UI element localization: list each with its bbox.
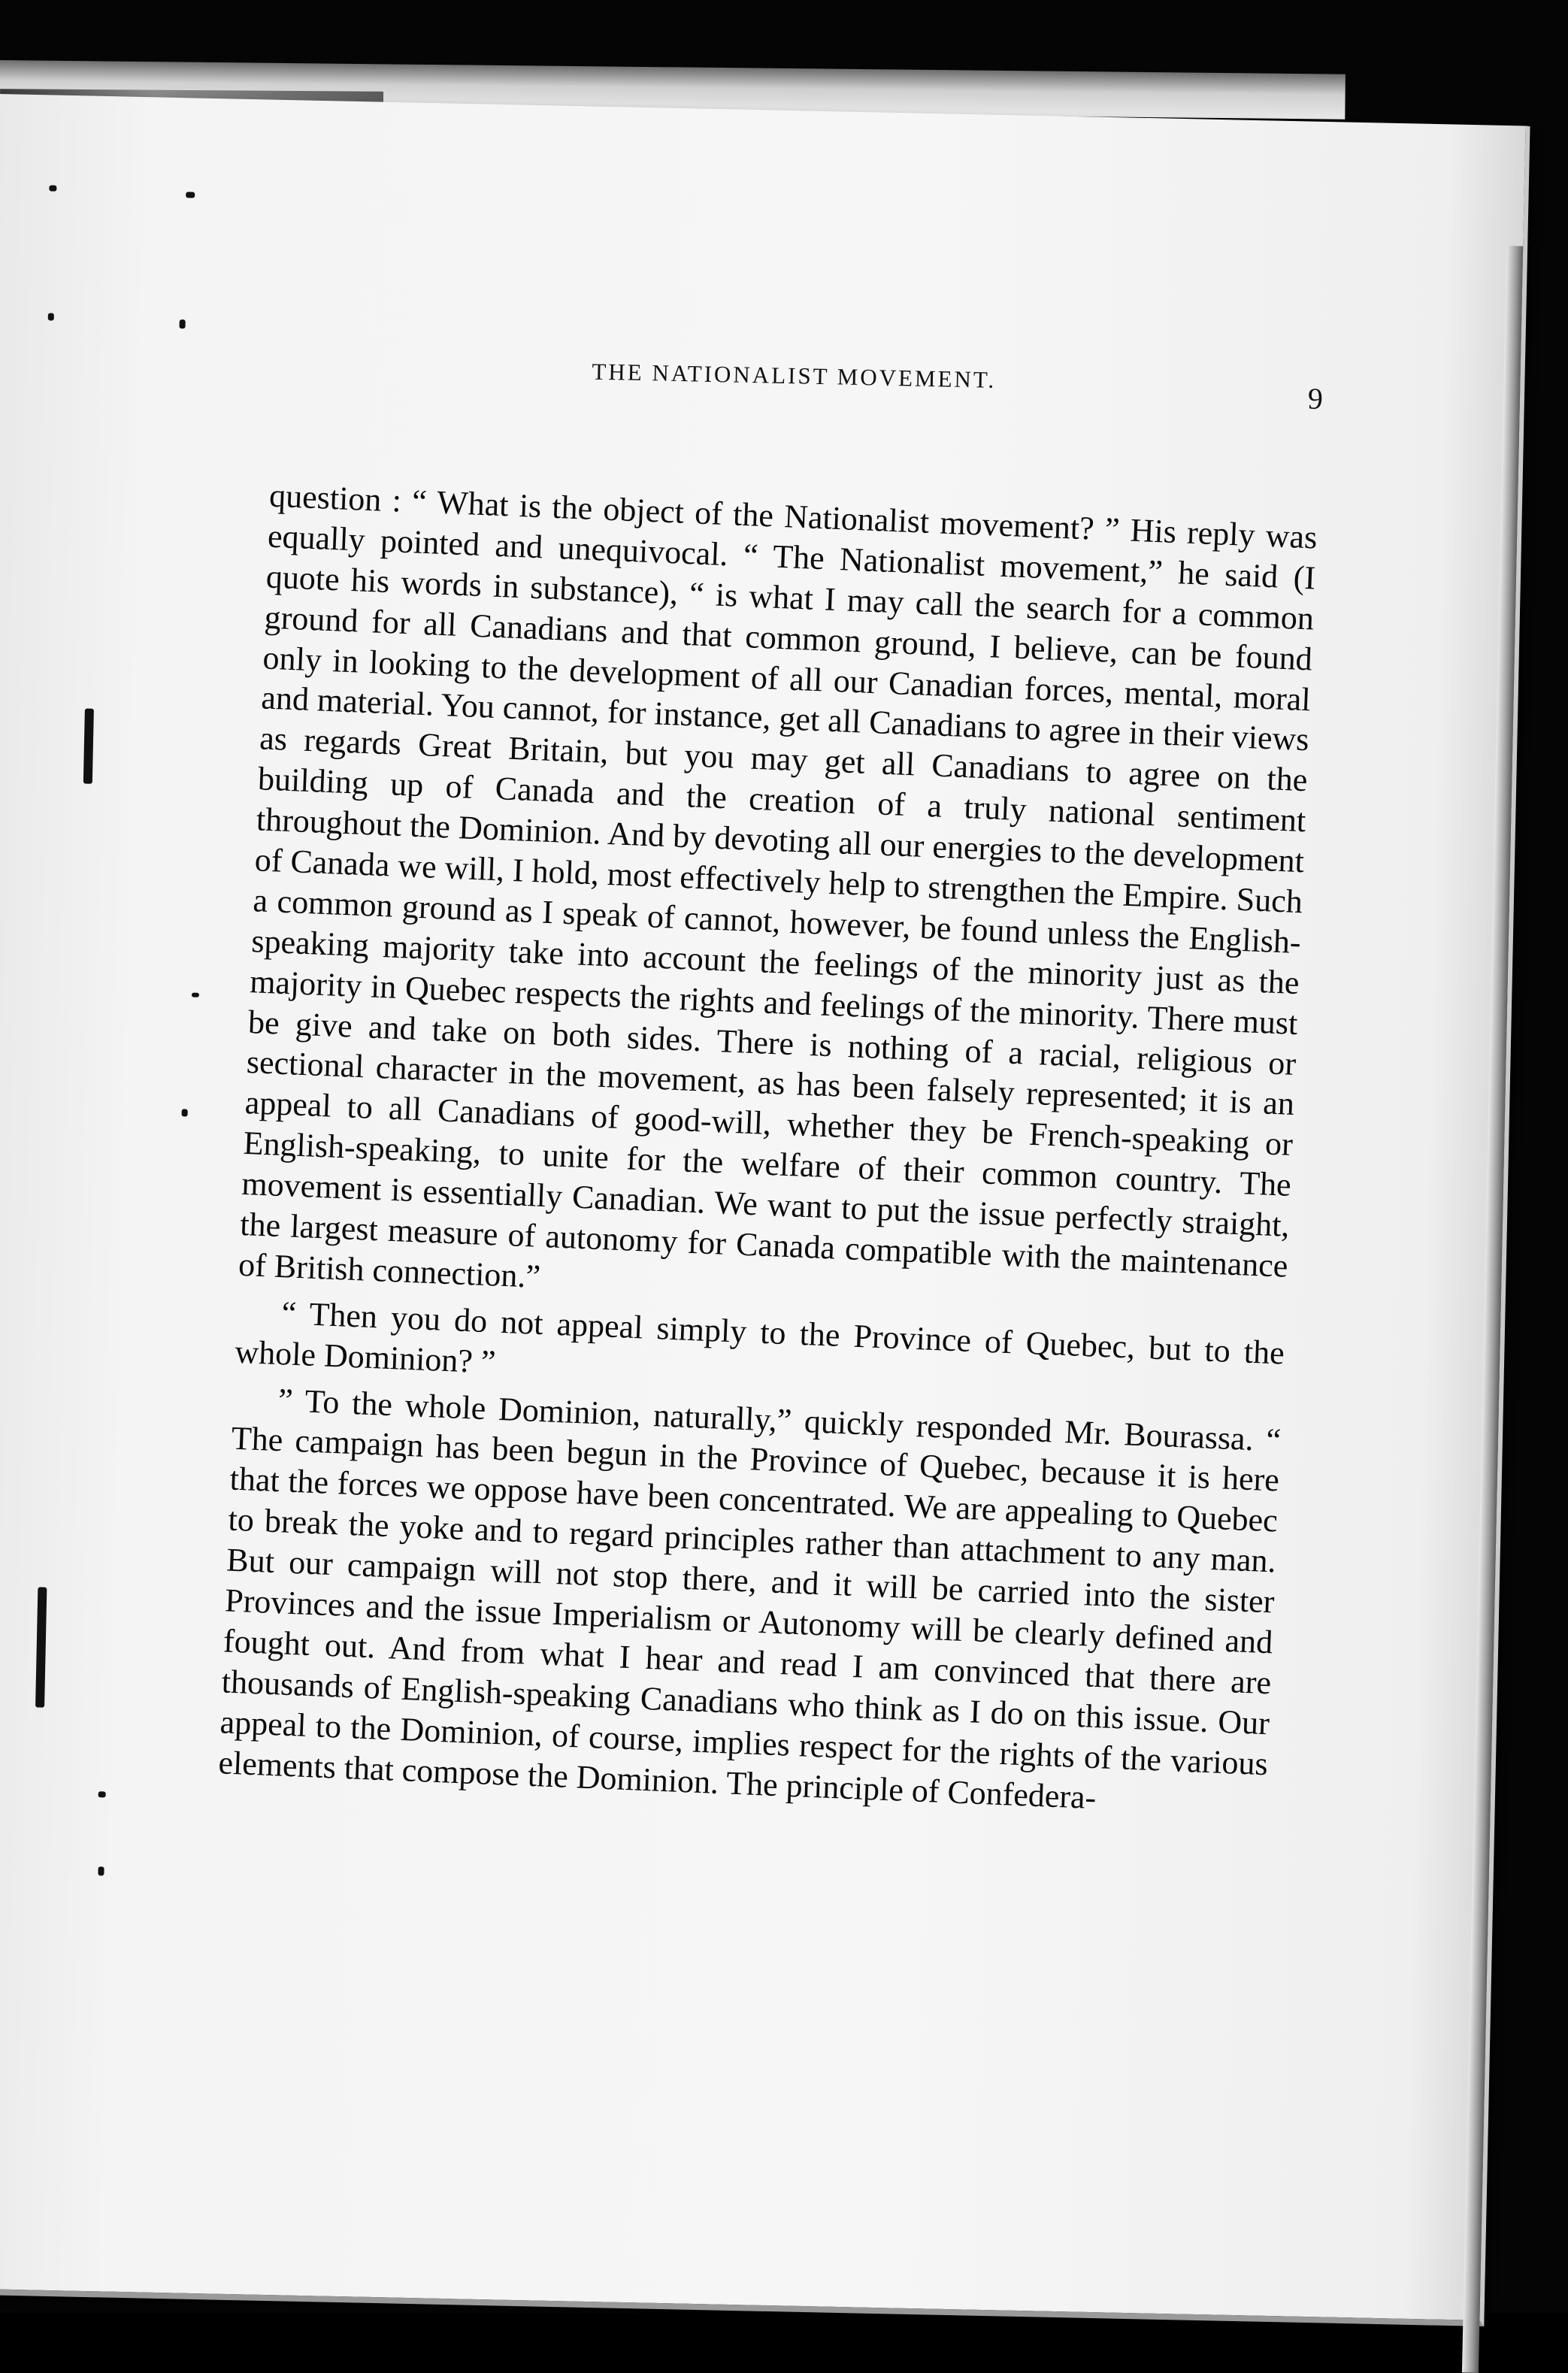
margin-speck bbox=[180, 319, 186, 328]
margin-speck bbox=[182, 1109, 188, 1116]
margin-speck bbox=[98, 1791, 106, 1797]
body-text bbox=[218, 476, 1318, 1825]
margin-smudge bbox=[35, 1587, 47, 1707]
margin-speck bbox=[98, 1866, 104, 1875]
page-number: 9 bbox=[1307, 381, 1324, 416]
running-title: THE NATIONALIST MOVEMENT. bbox=[592, 358, 997, 393]
paragraph-2: “ Then you do not appeal simply to the Province of Quebec, but to the whole Dominion? ” bbox=[234, 1294, 1285, 1381]
margin-smudge bbox=[83, 709, 94, 784]
paragraph-3: ” To the whole Dominion, naturally,” quickly responded Mr. Bourassa. “ The campaign has been begun in the Province of Quebec, because it is here that the forces we oppose have been concentrated. We are appealing to Quebec to break the yoke and to regard principles rather than attachment to any man. But our campaign will not stop there, and it will be carried into the sister Provinces and the issue Imperialism or Autonomy will be clearly defined and fought out. And from what I hear and read I am convinced that there are thousands of English-speaking Canadians who think as I do on this issue. Our appeal to the Dominion, of course, implies respect for the rights of the various elements that compose the Dominion. The principle of Confedera- bbox=[217, 1381, 1282, 1816]
margin-speck bbox=[48, 313, 54, 320]
margin-speck bbox=[186, 192, 195, 198]
margin-speck bbox=[192, 993, 199, 997]
paragraph-1: question : “ What is the object of the Nationalist movement? ” His reply was equally pointed and unequivocal. “ The Nationalist movement,” he said (I quote his words in substance), “ is what I may call the search for a common ground for all Canadians and that common ground, I believe, can be found only in looking to the development of all our Canadian forces, mental, moral and material. You cannot, for instance, get all Canadians to agree in their views as regards Great Britain, but you may get all Canadians to agree on the building up of Canada and the creation of a truly national sentiment throughout the Dominion. And by devoting all our energies to the development of Canada we will, I hold, most effectively help to strengthen the Empire. Such a common ground as I speak of cannot, however, be found unless the English-speaking majority take into account the feelings of the minority just as the majority in Quebec respects the rights and feelings of the minority. There must be give and take on both sides. There is nothing of a racial, religious or sectional character in the movement, as has been falsely represented; it is an appeal to all Canadians of good-will, whether they be French-speaking or English-speaking, to unite for the welfare of their common country. The movement is essentially Canadian. We want to put the issue perfectly straight, the largest measure of autonomy for Canada compatible with the maintenance of British connection.” bbox=[238, 477, 1318, 1295]
book-page bbox=[0, 94, 1530, 2326]
margin-speck bbox=[49, 185, 56, 191]
